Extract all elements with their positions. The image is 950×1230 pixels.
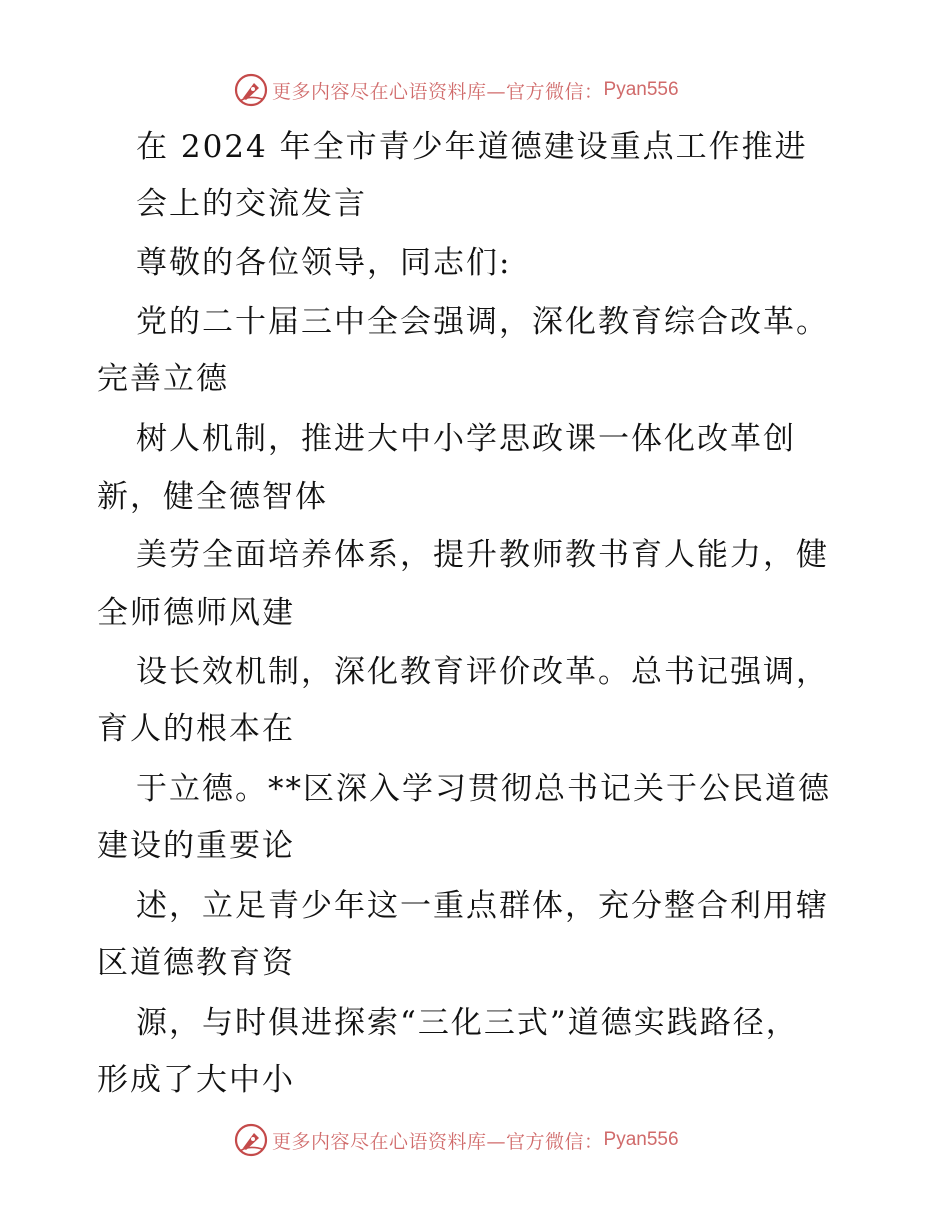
watermark-text: 更多内容尽在心语资料库—官方微信：: [272, 80, 604, 103]
body-line: 全师德师风建: [97, 595, 295, 631]
body-line: 育人的根本在: [97, 711, 295, 747]
watermark-text: 更多内容尽在心语资料库—官方微信：: [272, 1130, 604, 1153]
salutation: 尊敬的各位领导，同志们:: [136, 245, 512, 281]
body-line: 设长效机制，深化教育评价改革。总书记强调，: [136, 654, 829, 690]
body-line: 树人机制，推进大中小学思政课一体化改革创: [136, 421, 796, 457]
body-line: 述，立足青少年这一重点群体，充分整合利用辖: [136, 888, 829, 924]
body-line: 党的二十届三中全会强调，深化教育综合改革。: [136, 304, 829, 340]
footer-watermark: [234, 1123, 679, 1157]
header-watermark: [234, 73, 679, 107]
body-line: 建设的重要论: [97, 828, 295, 864]
document-title-line-1: 在 2024 年全市青少年道德建设重点工作推进: [136, 129, 808, 165]
body-line: 形成了大中小: [97, 1062, 295, 1098]
document-title-line-2: 会上的交流发言: [136, 186, 367, 222]
body-line: 完善立德: [97, 361, 229, 397]
watermark-handle: Pyan556: [603, 1129, 679, 1150]
body-line: 新，健全德智体: [97, 479, 328, 515]
body-line: 于立德。**区深入学习贯彻总书记关于公民道德: [136, 771, 831, 807]
pen-nib-circle-icon: [234, 73, 268, 107]
pen-nib-circle-icon: [234, 1123, 268, 1157]
body-line: 区道德教育资: [97, 945, 295, 981]
body-line: 源，与时俱进探索“三化三式”道德实践路径，: [136, 1005, 799, 1041]
watermark-handle: Pyan556: [603, 79, 679, 100]
body-line: 美劳全面培养体系，提升教师教书育人能力，健: [136, 537, 829, 573]
